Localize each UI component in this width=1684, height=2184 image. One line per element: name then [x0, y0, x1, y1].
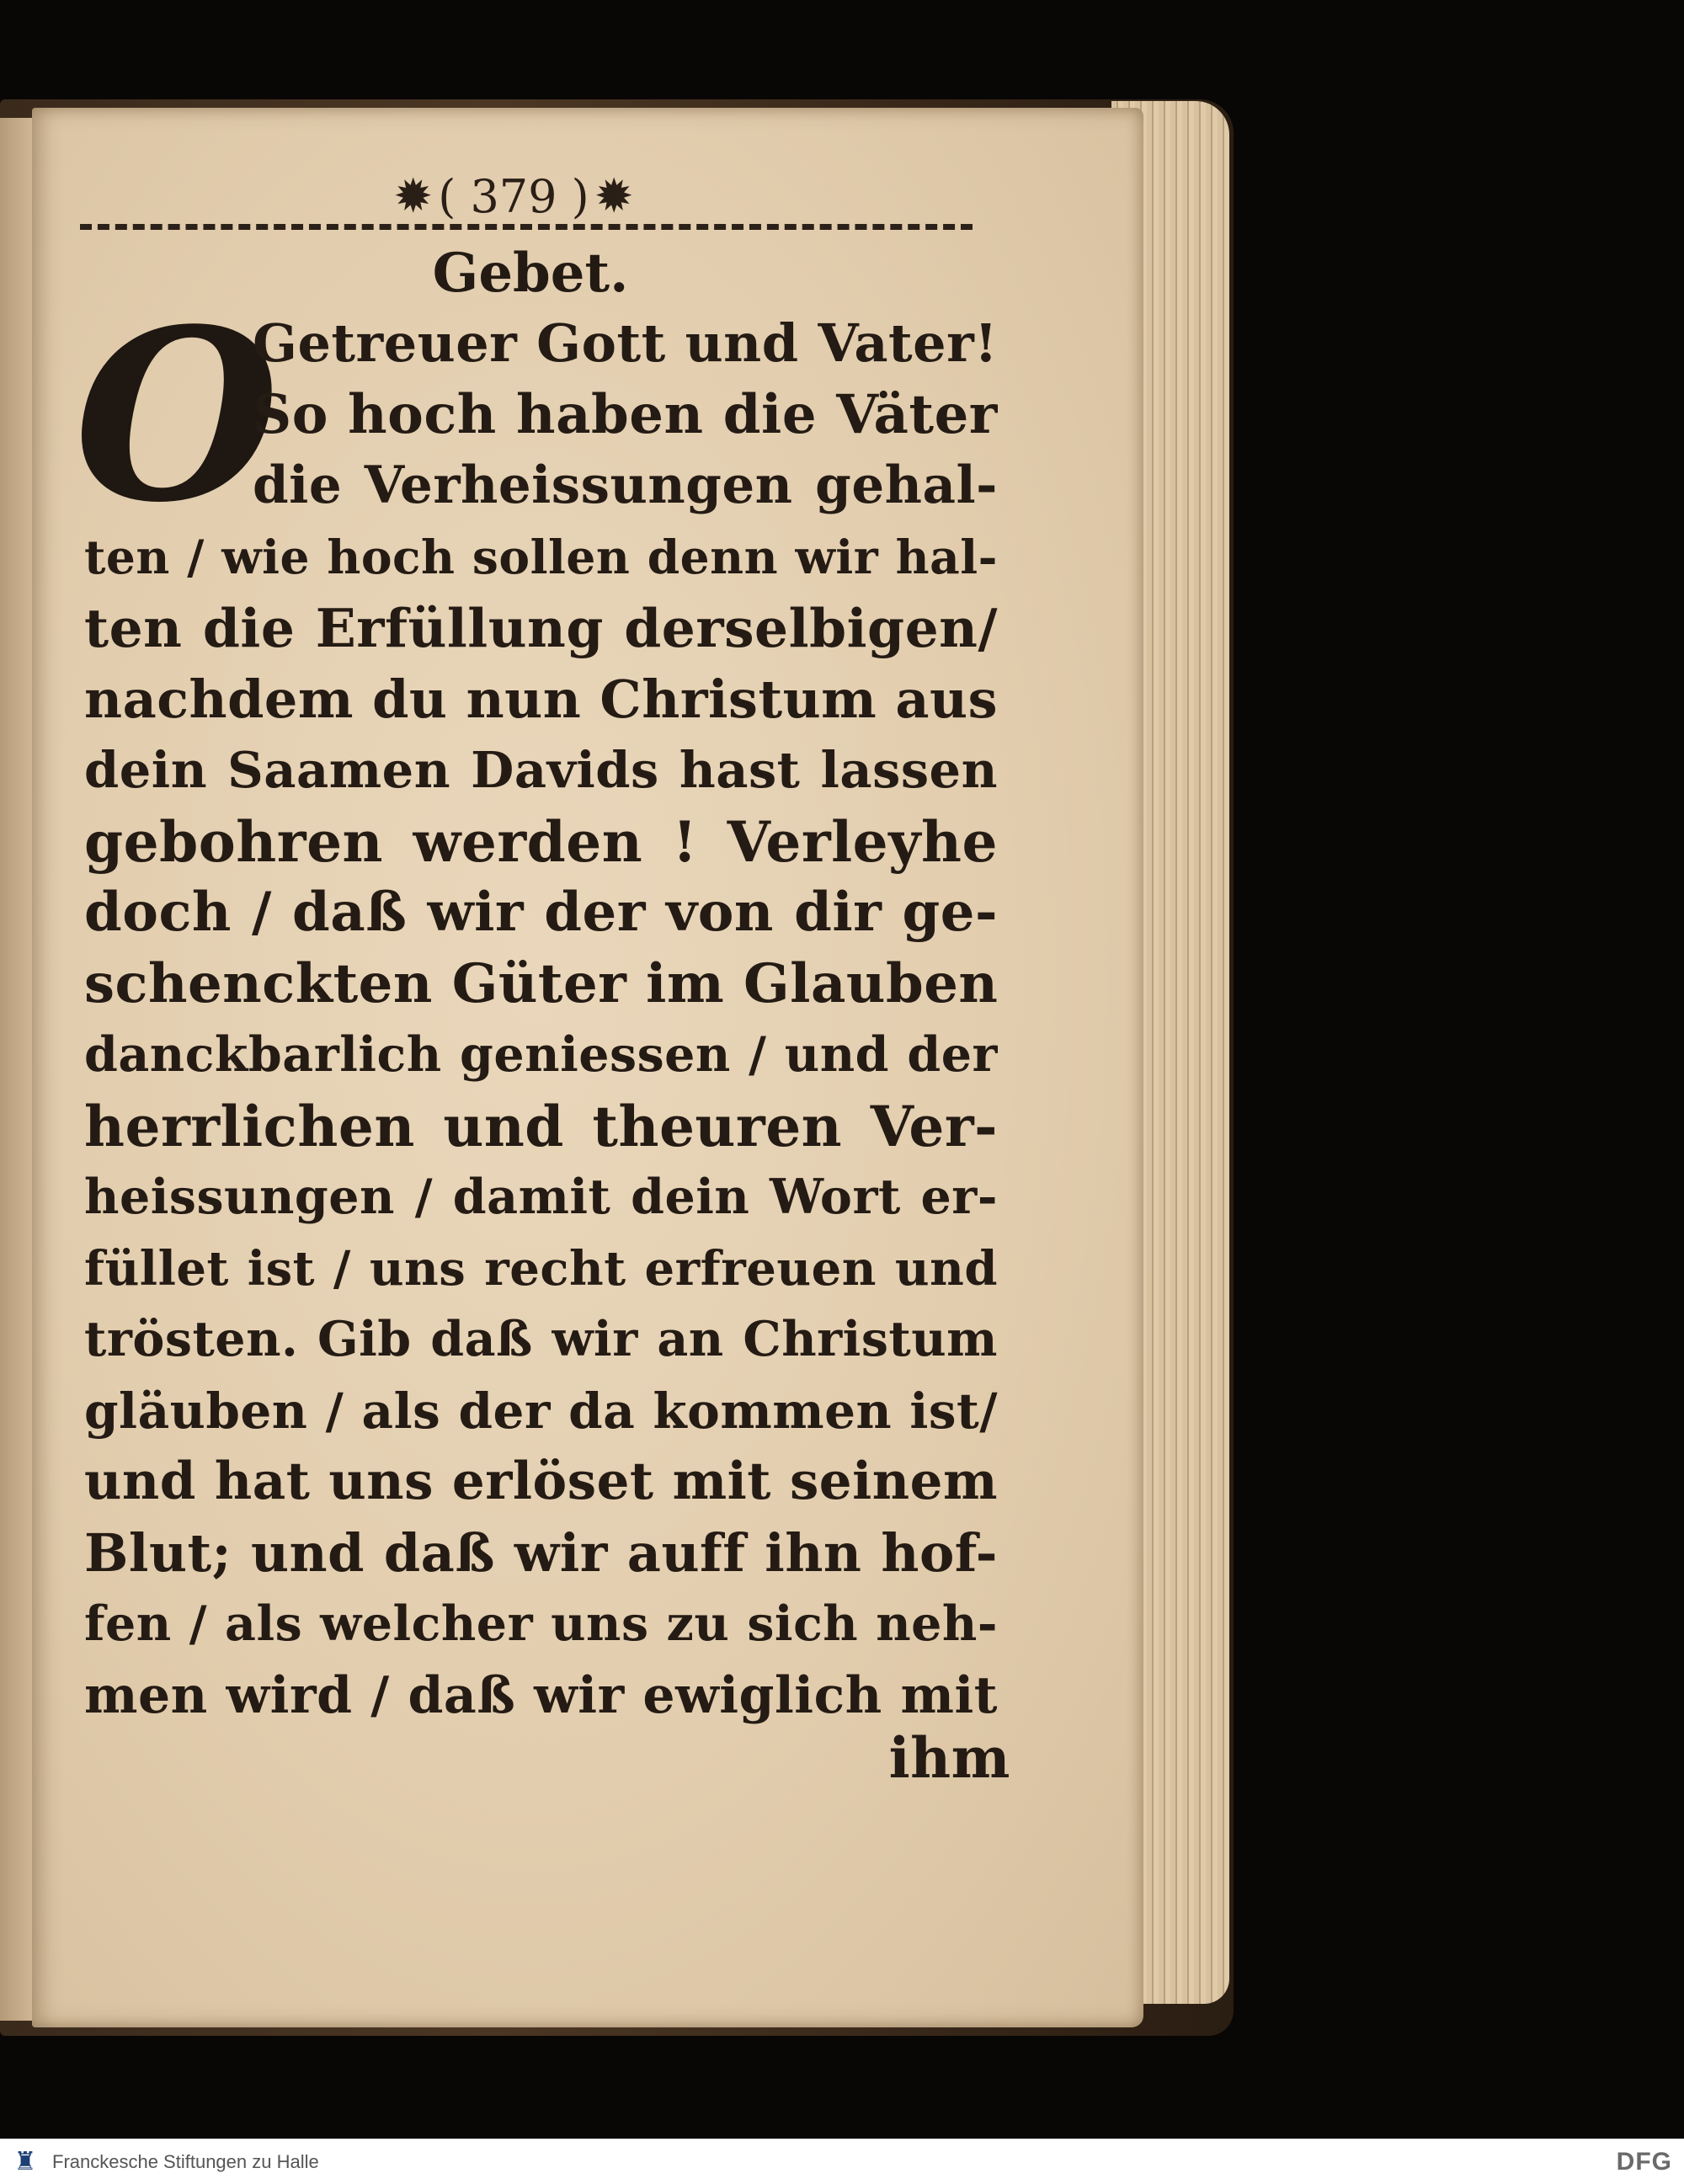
ornament-right-icon: ✹: [594, 168, 634, 224]
footer-bar: [0, 2139, 1684, 2184]
page-header: [337, 168, 690, 224]
text-line: So hoch haben die Väter: [253, 382, 998, 446]
text-line: die Verheissungen gehal-: [253, 455, 998, 515]
text-line: und hat uns erlöset mit seinem: [84, 1452, 998, 1511]
text-line: ten die Erfüllung derselbigen/: [84, 597, 998, 659]
page-number: ( 379 ): [438, 169, 589, 223]
institution-name: Franckesche Stiftungen zu Halle: [52, 2150, 319, 2172]
section-heading: Gebet.: [432, 242, 629, 305]
text-line: gläuben / als der da kommen ist/: [84, 1382, 998, 1440]
text-line: füllet ist / uns recht erfreuen und: [84, 1240, 998, 1297]
text-line: nachdem du nun Christum aus: [84, 668, 998, 730]
institution-logo-icon: ♜: [13, 2147, 37, 2176]
drop-cap: O: [74, 278, 280, 555]
text-line: schenckten Güter im Glauben: [84, 951, 998, 1015]
text-line: fen / als welcher uns zu sich neh-: [84, 1595, 998, 1652]
text-line: danckbarlich geniessen / und der: [84, 1026, 998, 1083]
ornament-left-icon: ✹: [393, 168, 434, 224]
text-line: doch / daß wir der von dir ge-: [84, 881, 998, 944]
text-line: dein Saamen Davids hast lassen: [84, 741, 998, 799]
header-rule: [80, 224, 973, 230]
text-line: ten / wie hoch sollen denn wir hal-: [84, 529, 998, 584]
text-line: gebohren werden ! Verleyhe: [84, 808, 998, 875]
text-line: herrlichen und theuren Ver-: [84, 1093, 998, 1159]
text-line: men wird / daß wir ewiglich mit: [84, 1665, 998, 1725]
text-line: Getreuer Gott und Vater!: [253, 312, 998, 374]
funder-logo: DFG: [1616, 2148, 1672, 2176]
catchword: ihm: [888, 1725, 1010, 1791]
text-line: Blut; und daß wir auff ihn hof-: [84, 1521, 998, 1584]
text-line: trösten. Gib daß wir an Christum: [84, 1311, 998, 1367]
text-line: heissungen / damit dein Wort er-: [84, 1169, 998, 1225]
